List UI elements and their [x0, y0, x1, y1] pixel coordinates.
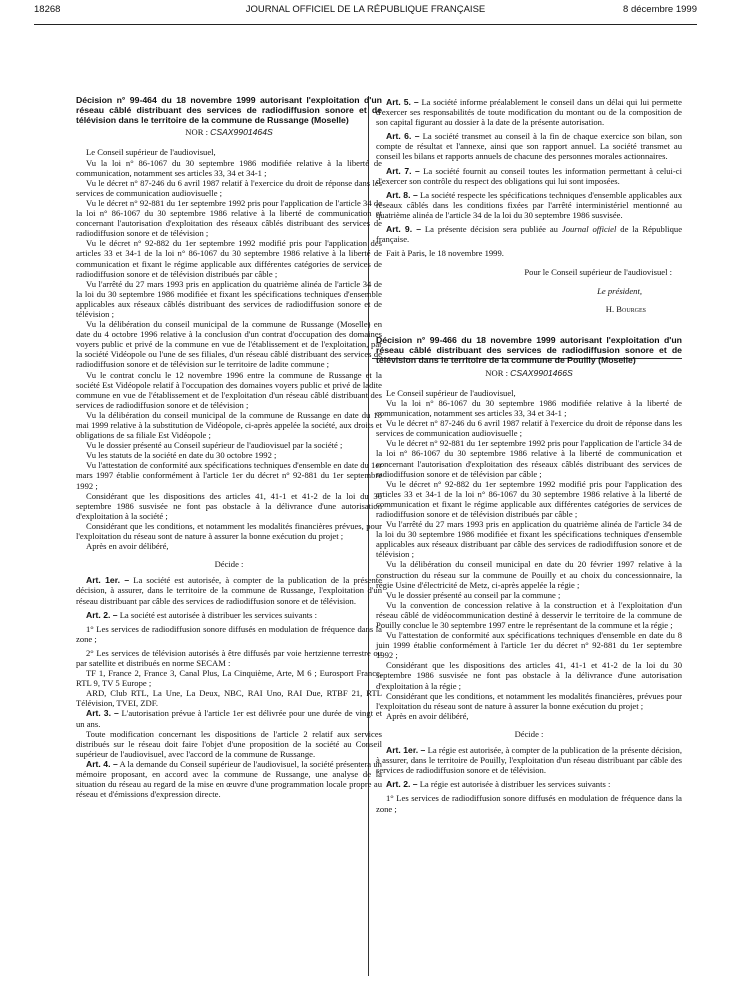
preamble-paragraph: Le Conseil supérieur de l'audiovisuel, [86, 147, 216, 158]
preamble-paragraph: Vu l'arrêté du 27 mars 1993 pris en application du quatrième alinéa de l'article 34 de la loi du 30 septembre 1986 modifiée et fixant les spécifications techniques d'ensemble applicables aux réseaux câblés distribuant des services de radiodiffusion sonore et de télévision ; [76, 278, 382, 319]
preamble-paragraph: Vu le décret n° 92-881 du 1er septembre 1992 pris pour l'application de l'article 34 de la loi n° 86-1067 du 30 septembre 1986 relative à la liberté de communication et concernant l'autorisation d'exploitation des réseaux câblés distribuant des services de radiodiffusion sonore et de télévision par câble ; [376, 438, 682, 479]
preamble-paragraph: Considérant que les dispositions des articles 41, 41-1 et 41-2 de la loi du 30 septembre 1986 susvisée ne font pas obstacle à la délivrance d'une autorisation d'exploitation à la société ; [76, 490, 382, 521]
issue-date: 8 décembre 1999 [623, 4, 697, 15]
article-text: La société transmet au conseil à la fin de chaque exercice son bilan, son compte de résultat et l'annexe, ainsi que son rapport annuel. La société transmet au conseil les bilans et rapports annuels de chacune des personnes morales actionnaires. [376, 131, 682, 162]
header-rule [34, 24, 697, 25]
preamble-paragraph: Vu la délibération du conseil municipal de la commune de Russange en date du 18 mai 1999 relative à la substitution de Vidéopole, ci-après appelée la société, aux droits et obligations de sa filiale Est Vidéopole ; [76, 409, 382, 441]
nor-value: CSAX9901464S [210, 127, 273, 138]
article-label: Art. 6. – [386, 131, 420, 142]
place-date: Fait à Paris, le 18 novembre 1999. [386, 248, 504, 259]
nor-label: NOR : [185, 127, 208, 138]
left-column [76, 96, 382, 799]
article-2 [376, 779, 682, 789]
article-text: A la demande du Conseil supérieur de l'audiovisuel, la société présentera un mémoire proposant, en accord avec la commune de Russange, une analyse de la situation du réseau au regard de la mise en œuvre d'une programmation locale propre au réseau et d'émissions d'expression directe. [76, 758, 382, 800]
signature-role: Le président, [597, 285, 642, 296]
article-text: L'autorisation prévue à l'article 1er est délivrée pour une durée de vingt et un ans. [76, 708, 382, 729]
article-label: Art. 1er. – [386, 745, 426, 756]
nor-value: CSAX9901466S [510, 367, 573, 378]
article-1 [376, 745, 682, 775]
signature-name: H. Bourges [605, 304, 646, 315]
preamble-paragraph: Vu le contrat conclu le 12 novembre 1996 entre la commune de Russange et la société Est Vidéopole relatif à l'occupation des domaines voyers public et privé de ladite commune en vue de l'établissement et de l'exploitation d'un réseau câblé distribuant des services de radiodiffusion sonore et de télévision ; [76, 369, 382, 410]
article-text: de la République française. [376, 224, 683, 245]
decide-heading: Décide : [214, 559, 244, 570]
article-label: Art. 9. – [386, 224, 422, 235]
page-number: 18268 [34, 4, 61, 15]
article-2 [76, 610, 382, 620]
right-column [376, 97, 682, 814]
article-4 [76, 759, 382, 799]
preamble-paragraph: Vu l'attestation de conformité aux spécifications techniques d'ensemble en date du 8 juin 1999 établie conformément à l'article 1er du décret n° 92-881 du 1er septembre 1992 ; [376, 630, 682, 661]
preamble-paragraph: Vu l'arrêté du 27 mars 1993 pris en application du quatrième alinéa de l'article 34 de la loi du 30 septembre 1986 modifiée et fixant les spécifications techniques d'ensemble applicables aux réseaux distribuant par câble des services de radiodiffusion sonore et de télévision ; [376, 519, 682, 560]
article-item: TF 1, France 2, France 3, Canal Plus, La Cinquième, Arte, M 6 ; Eurosport France, RTL 9, TV 5 Europe ; [76, 668, 382, 689]
article-label: Art. 2. – [86, 609, 118, 620]
preamble-paragraph: Vu la loi n° 86-1067 du 30 septembre 1986 modifiée relative à la liberté de communication, notamment ses articles 33, 34 et 34-1 ; [376, 397, 682, 419]
page-header [0, 0, 731, 30]
article-item: ARD, Club RTL, La Une, La Deux, NBC, RAI Uno, RAI Due, RTBF 21, RTL Télévision, TVEI, ZDF. [76, 688, 382, 709]
article-item: 2° Les services de télévision autorisés à être diffusés par voie hertzienne terrestre ou par satellite et distribués en norme SECAM : [76, 647, 382, 668]
preamble-paragraph: Vu la délibération du conseil municipal en date du 20 février 1997 relative à la construction du réseau sur la commune de Pouilly et au choix du concessionnaire, la régie Usine d'électricité de Metz, ci-après appelée la régie ; [376, 559, 682, 590]
article-text: La régie est autorisée, à compter de la publication de la présente décision, à assurer, dans le territoire de Pouilly, l'exploitation d'un réseau distribuant par câble des services de radiodiffusion sonore et de télévision. [376, 745, 682, 776]
article-label: Art. 1er. – [86, 575, 130, 586]
article-6 [376, 131, 682, 161]
article-label: Art. 2. – [386, 779, 418, 790]
article-7 [376, 166, 682, 186]
preamble-paragraph: Vu la délibération du conseil municipal de la commune de Russange (Moselle) en date du 4 octobre 1996 relative à la conclusion d'un contrat d'occupation des domaines voyers public et privé de la commune en vue de l'établissement et de l'exploitation, par la société Vidéopole ou l'une de ses filiales, d'un réseau câblé distribuant des services de radiodiffusion sonore et de télévision sur le territoire de ladite commune ; [76, 319, 382, 370]
decision-2 [376, 336, 682, 813]
article-item: 1° Les services de radiodiffusion sonore diffusés en modulation de fréquence dans la zone ; [376, 793, 682, 814]
preamble-paragraph: Après en avoir délibéré, [86, 541, 169, 552]
preamble-paragraph: Vu le décret n° 92-882 du 1er septembre 1992 modifié pris pour l'application des articles 33 et 34-1 de la loi n° 86-1067 du 30 septembre 1986 relative à la liberté de communication et fixant le régime applicable aux différentes catégories de services de radiodiffusion sonore et de télévision distribués par câble ; [376, 478, 682, 519]
preamble-paragraph: Vu le décret n° 87-246 du 6 avril 1987 relatif à l'exercice du droit de réponse dans les services de communication audiovisuelle ; [376, 418, 682, 439]
preamble-paragraph: Considérant que les conditions, et notamment les modalités financières prévues, pour l'exploitation du réseau sont de nature à assurer la bonne exécution du projet ; [76, 520, 382, 542]
nor-reference [376, 368, 682, 378]
preamble-paragraph: Vu le décret n° 92-881 du 1er septembre 1992 pris pour l'application de l'article 34 de la loi n° 86-1067 du 30 septembre 1986 relative à la liberté de communication et concernant l'autorisation d'exploitation des réseaux câblés distribuant des services de radiodiffusion sonore et de télévision ; [76, 197, 382, 239]
preamble-paragraph: Vu les statuts de la société en date du 30 octobre 1992 ; [86, 450, 277, 461]
decision-title: Décision n° 99-464 du 18 novembre 1999 autorisant l'exploitation d'un réseau câblé distribuant des services de radiodiffusion sonore et de télévision dans le territoire de la commune de Russange (Moselle) [76, 95, 382, 125]
preamble-paragraph: Vu l'attestation de conformité aux spécifications techniques d'ensemble en date du 1er mars 1997 établie conformément à l'article 1er du décret n° 92-881 du 1er septembre 1992 ; [76, 460, 382, 491]
article-text: La société fournit au conseil toutes les information permettant à celui-ci d'exercer son contrôle du respect des obligations qui lui sont imposées. [376, 165, 682, 186]
article-label: Art. 7. – [386, 165, 420, 176]
decide-heading: Décide : [514, 728, 544, 739]
preamble-paragraph: Vu le dossier présenté au conseil par la commune ; [386, 589, 561, 600]
nor-reference [76, 127, 382, 137]
preamble-paragraph: Considérant que les dispositions des articles 41, 41-1 et 41-2 de la loi du 30 septembre 1986 susvisée ne font pas obstacle à la délivrance d'une autorisation d'exploitation à la régie ; [376, 660, 682, 691]
preamble-paragraph: Vu le décret n° 92-882 du 1er septembre 1992 modifié pris pour l'application des articles 33 et 34-1 de la loi n° 86-1067 du 30 septembre 1986 relative à la liberté de communication et fixant le régime applicable aux différentes catégories de services de radiodiffusion sonore et de télévision distribués par câble ; [76, 238, 382, 279]
article-label: Art. 3. – [86, 708, 119, 719]
article-9 [376, 224, 682, 244]
article-text: La présente décision sera publiée au [424, 224, 558, 235]
article-text: La société est autorisée, à compter de la publication de la présente décision, à assurer, dans le territoire de la commune de Russange, l'exploitation d'un réseau distribuant par câble des services de radiodiffusion sonore et de télévision. [76, 575, 383, 606]
journal-title: JOURNAL OFFICIEL DE LA RÉPUBLIQUE FRANÇAISE [245, 4, 486, 15]
preamble-paragraph: Vu la loi n° 86-1067 du 30 septembre 1986 modifiée relative à la liberté de communication, notamment ses articles 33, 34 et 34-1 ; [76, 157, 382, 178]
preamble-paragraph: Vu la convention de concession relative à la construction et à l'exploitation d'un réseau câblé de vidéocommunication destiné à desservir le territoire de la commune de Pouilly conclue le 30 septembre 1997 entre le représentant de la commune et la régie ; [376, 599, 682, 631]
article-text: La société respecte les spécifications techniques d'ensemble applicables aux réseaux câblés dans les conditions fixées par l'arrêté interministériel mentionné au quatrième alinéa de l'article 34 de la loi du 30 septembre 1986 susvisée. [376, 189, 682, 220]
article-1 [76, 575, 382, 605]
journal-reference: Journal officiel [561, 224, 617, 235]
article-item: 1° Les services de radiodiffusion sonore diffusés en modulation de fréquence dans la zone ; [76, 623, 382, 644]
nor-label: NOR : [485, 367, 508, 378]
article-text: La régie est autorisée à distribuer les services suivants : [419, 779, 611, 790]
preamble-paragraph: Considérant que les conditions, et notamment les modalités financières, prévues pour l'exploitation du réseau sont de nature à assurer la bonne exécution du projet ; [376, 690, 682, 711]
article-text: La société est autorisée à distribuer les services suivants : [119, 609, 318, 620]
preamble-paragraph: Vu le décret n° 87-246 du 6 avril 1987 relatif à l'exercice du droit de réponse dans les services de communication audiovisuelle ; [76, 177, 382, 198]
article-label: Art. 8. – [386, 189, 418, 200]
article-paragraph: Toute modification concernant les dispositions de l'article 2 relatif aux services distribués sur le réseau doit faire l'objet d'une proposition de la société au Conseil supérieur de l'audiovisuel, avec l'accord de la commune de Russange. [76, 728, 382, 759]
article-3 [76, 708, 382, 728]
decision-title: Décision n° 99-466 du 18 novembre 1999 autorisant l'exploitation d'un réseau câblé distribuant des services de radiodiffusion sonore et de télévision dans le territoire de la commune de Pouilly (Moselle) [376, 335, 682, 365]
preamble-paragraph: Vu le dossier présenté au Conseil supérieur de l'audiovisuel par la société ; [86, 440, 343, 451]
signature-for: Pour le Conseil supérieur de l'audiovisuel : [524, 266, 672, 277]
article-5 [376, 97, 682, 127]
preamble-paragraph: Le Conseil supérieur de l'audiovisuel, [386, 387, 516, 398]
article-text: La société informe préalablement le conseil dans un délai qui lui permette d'exercer ses responsabilités de toute modification du montant ou de la composition de son capital figurant au dossier à la date de la présente autorisation. [376, 97, 682, 128]
article-label: Art. 4. – [86, 758, 118, 769]
preamble-paragraph: Après en avoir délibéré, [386, 710, 469, 721]
article-8 [376, 190, 682, 220]
article-label: Art. 5. – [386, 97, 419, 107]
